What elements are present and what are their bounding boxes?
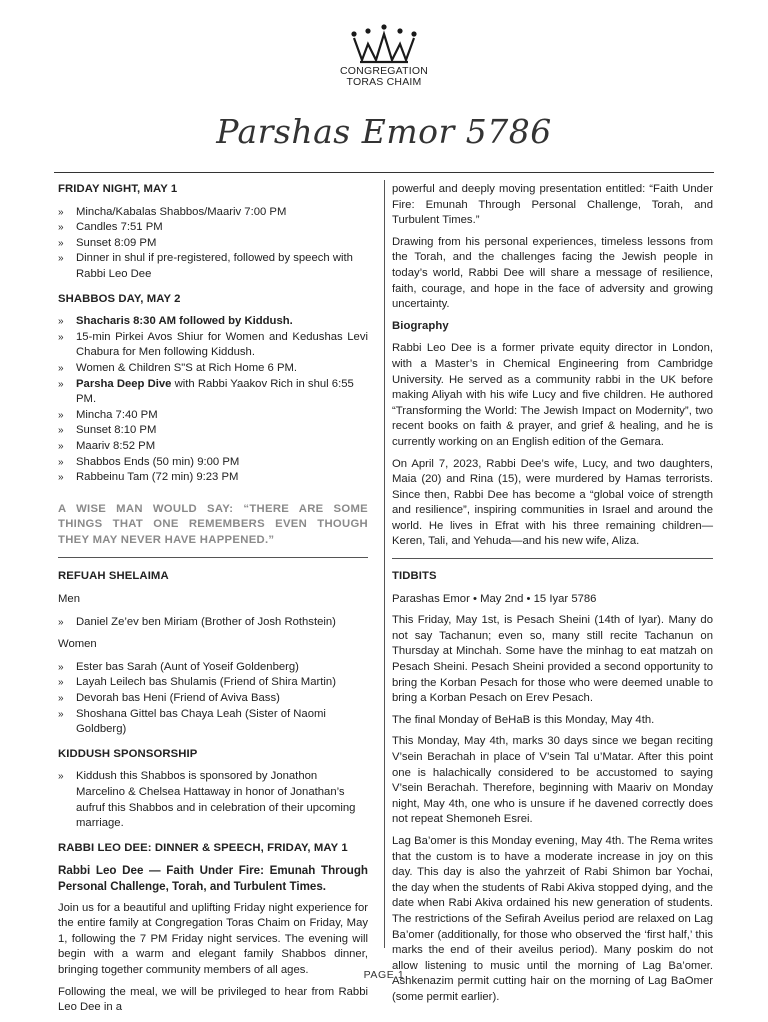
friday-heading: FRIDAY NIGHT, MAY 1 (58, 183, 178, 195)
list-item: » Shacharis 8:30 AM followed by Kiddush. (58, 314, 368, 330)
section-divider (58, 557, 368, 558)
bullet-icon: » (58, 253, 64, 265)
kiddush-list (58, 769, 368, 831)
bullet-icon: » (58, 472, 64, 484)
list-item: » Dinner in shul if pre-registered, followed by speech with Rabbi Leo Dee (58, 252, 353, 280)
list-item: » Parsha Deep Dive with Rabbi Yaakov Rich in shul 6:55 PM. (58, 377, 354, 406)
bullet-icon: » (58, 425, 64, 437)
friday-list (58, 205, 368, 283)
list-item: » Maariv 8:52 PM (58, 439, 368, 455)
bullet-icon: » (58, 331, 64, 343)
dinner-paragraph: Following the meal, we will be privileged to hear from Rabbi Leo Dee in a (58, 985, 368, 1014)
list-item: » Shoshana Gittel bas Chaya Leah (Sister of Naomi Goldberg) (58, 707, 326, 736)
tidbits-heading: TIDBITS (392, 570, 437, 583)
tidbits-paragraph: Lag Ba’omer is this Monday evening, May 4th. The Rema writes that the custom is to have a moderate increase in joy on this day. This day is also the yahrzeit of Rabi Shimon bar Yochai, the day when the students of Rabi Akiva stopped dying, and the date when Rabi Akiva ordained his new generation of students. The restrictions of the Sefirah Aveilus period are relaxed on Lag Ba’omer (additionally, for those who observed the ‘first half,’ this marks the end of their aveilus period). Many poskim do not allow listening to music until the morning of Lag Ba’omer. Ashkenazim permit cutting hair on the morning of Lag BaOmer (some permit earlier). (392, 834, 713, 1003)
list-item: » Daniel Ze’ev ben Miriam (Brother of Josh Rothstein) (58, 615, 368, 631)
logo (0, 22, 768, 88)
men-list (58, 615, 368, 631)
list-item: » Kiddush this Shabbos is sponsored by Jonathon Marcelino & Chelsea Hattaway in honor of Jonathan’s aufruf this Shabbos and in celebration of their upcoming marriage. (58, 770, 356, 830)
org-name-line1: CONGREGATION (340, 65, 428, 77)
list-item: » Layah Leilech bas Shulamis (Friend of Shira Martin) (58, 675, 368, 691)
list-item: » Women & Children S"S at Rich Home 6 PM. (58, 361, 368, 377)
tidbits-paragraph: The final Monday of BeHaB is this Monday, May 4th. (392, 713, 655, 726)
list-item: » Sunset 8:09 PM (58, 236, 368, 252)
bullet-icon: » (58, 409, 64, 421)
page-number: PAGE 1 (363, 969, 405, 981)
title-divider (54, 172, 714, 173)
dinner-subtitle: Rabbi Leo Dee — Faith Under Fire: Emunah Through Personal Challenge, Torah, and Turbulent Times. (58, 864, 368, 893)
left-column (58, 182, 368, 1022)
bullet-icon: » (58, 771, 64, 783)
list-item: » Sunset 8:10 PM (58, 423, 368, 439)
section-divider (392, 558, 713, 559)
women-label: Women (58, 638, 97, 651)
crown-icon (348, 22, 420, 66)
biography-paragraph: On April 7, 2023, Rabbi Dee’s wife, Lucy, and two daughters, Maia (20) and Rina (15), were murdered by Hamas terrorists. Since then, Rabbi Dee has become a “global voice of strength and resilience”, inspiring communities in Israel and around the world. He lives in Efrat with his three remaining children—Keren, Tali, and Yehuda—and his new wife, Aliza. (392, 457, 713, 548)
shabbos-heading: SHABBOS DAY, MAY 2 (58, 292, 181, 305)
list-item: » Mincha 7:40 PM (58, 408, 368, 424)
list-item: » Rabbeinu Tam (72 min) 9:23 PM (58, 470, 368, 486)
list-item: » Devorah bas Heni (Friend of Aviva Bass) (58, 691, 368, 707)
dinner-heading: RABBI LEO DEE: DINNER & SPEECH, FRIDAY, MAY 1 (58, 841, 348, 854)
bullet-icon: » (58, 616, 64, 628)
dinner-paragraph-continued: powerful and deeply moving presentation entitled: “Faith Under Fire: Emunah Through Personal Challenge, Torah, and Turbulent Times.” (392, 183, 713, 227)
tidbits-paragraph: This Friday, May 1st, is Pesach Sheini (14th of Iyar). Many do not say Tachanun; even so, many still recite Tachanun on Thursday at Minchah. Some have the minhag to eat matzah on Pesach Sheini. Pesach Sheini provided a second opportunity to bring the Korban Pesach for those who were deemed unable to bring a Korban Pesach on Erev Pesach. (392, 614, 713, 705)
tidbits-paragraph: This Monday, May 4th, marks 30 days since we began reciting V’sein Berachah in place of V’sein Tal u’Matar. After this point one is halachically considered to be accustomed to saying V’sein Berachah. Therefore, beginning with Maariv on Monday night, May 4th, one who is unsure if he davened correctly does not repeat Shemoneh Esrei. (392, 735, 713, 826)
right-column (392, 182, 713, 1012)
women-list (58, 660, 368, 738)
men-label: Men (58, 593, 80, 606)
bullet-icon: » (58, 708, 64, 720)
wise-quote: A WISE MAN WOULD SAY: “THERE ARE SOME THINGS THAT ONE REMEMBERS EVEN THOUGH THEY MAY NEVER HAVE HAPPENED.” (58, 502, 368, 546)
bullet-icon: » (58, 440, 64, 452)
list-item: » Candles 7:51 PM (58, 220, 368, 236)
bullet-icon: » (58, 362, 64, 374)
bullet-icon: » (58, 237, 64, 249)
bullet-icon: » (58, 677, 64, 689)
page-title: Parshas Emor 5786 (216, 112, 552, 151)
column-divider (384, 180, 385, 948)
dinner-paragraph: Drawing from his personal experiences, timeless lessons from the Torah, and the challenges facing the Jewish people in today’s world, Rabbi Dee will share a message of resilience, faith, courage, and hope in the face of adversity and growing uncertainty. (392, 235, 713, 311)
shabbos-list (58, 314, 368, 486)
list-item: » 15-min Pirkei Avos Shiur for Women and Kedushas Levi Chabura for Men following Kiddush. (58, 330, 368, 359)
kiddush-heading: KIDDUSH SPONSORSHIP (58, 747, 198, 760)
bullet-icon: » (58, 316, 64, 328)
bullet-icon: » (58, 222, 64, 234)
tidbits-dateline: Parashas Emor • May 2nd • 15 Iyar 5786 (392, 592, 597, 605)
bullet-icon: » (58, 693, 64, 705)
list-item: » Shabbos Ends (50 min) 9:00 PM (58, 455, 368, 471)
bullet-icon: » (58, 661, 64, 673)
biography-heading: Biography (392, 319, 449, 332)
list-item: » Ester bas Sarah (Aunt of Yoseif Goldenberg) (58, 660, 368, 676)
list-item: » Mincha/Kabalas Shabbos/Maariv 7:00 PM (58, 205, 368, 221)
biography-paragraph: Rabbi Leo Dee is a former private equity director in London, with a Master’s in Chemical Engineering from Cambridge University. He served as a community rabbi in the UK before making Aliyah with his wife Lucy and five children. He authored “Transforming the World: The Jewish Impact on Modernity”, two recent books on faith & prayer, and grief & healing, and he is currently working on an English edition of the Gemara. (392, 342, 713, 448)
bullet-icon: » (58, 206, 64, 218)
org-name-line2: TORAS CHAIM (346, 76, 422, 88)
bullet-icon: » (58, 456, 64, 468)
refuah-heading: REFUAH SHELAIMA (58, 570, 169, 583)
dinner-paragraph: Join us for a beautiful and uplifting Friday night experience for the entire family at Congregation Toras Chaim on Friday, May 1, following the 7 PM Friday night services. The evening will begin with a warm and elegant family Shabbos dinner, bringing together community members of all ages. (58, 901, 368, 976)
bullet-icon: » (58, 378, 64, 390)
